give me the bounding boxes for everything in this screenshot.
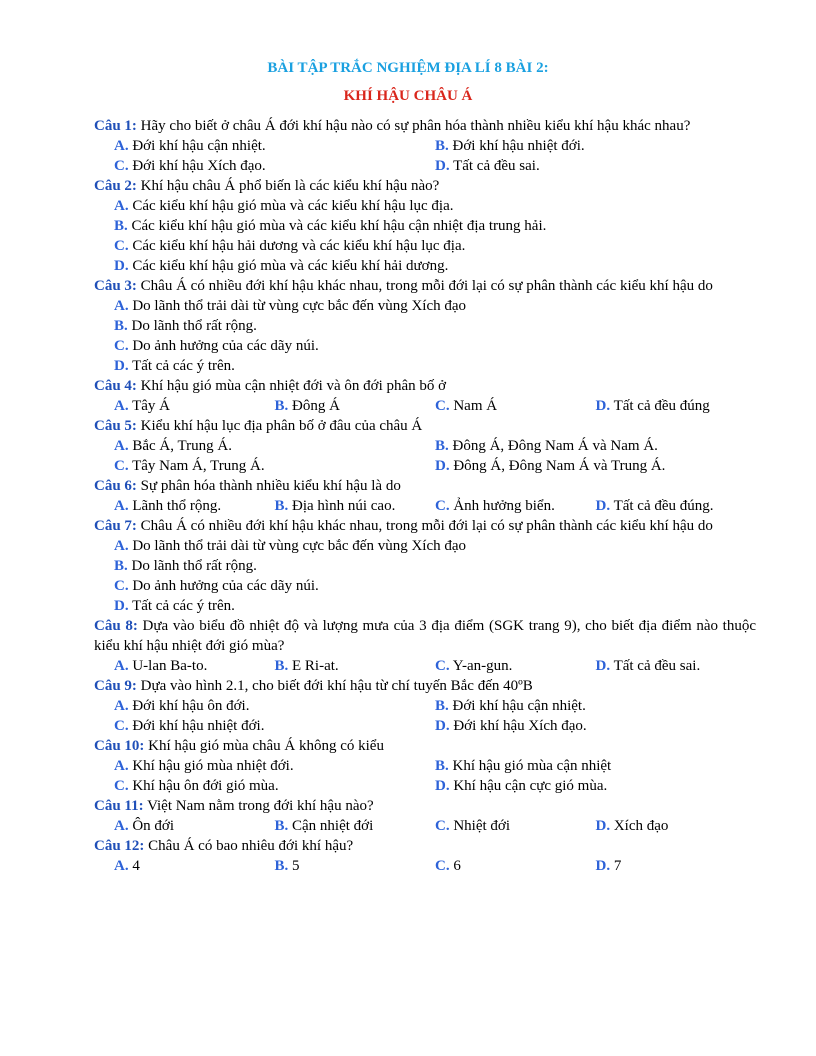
option-c: C. Tây Nam Á, Trung Á. [114,458,265,474]
question-2 [94,176,756,276]
question-text: Châu Á có nhiều đới khí hậu khác nhau, trong mỗi đới lại có sự phân thành các kiểu khí hậu do [136,518,713,534]
option-a: A. Khí hậu gió mùa nhiệt đới. [114,758,294,774]
option-b: B. 5 [274,858,300,874]
option-b: B. Do lãnh thổ rất rộng. [114,318,257,334]
question-label: Câu 3: [94,278,137,294]
option-b: B. Đới khí hậu nhiệt đới. [435,138,585,154]
option-c: C. Y-an-gun. [435,658,513,674]
question-text: Khí hậu gió mùa cận nhiệt đới và ôn đới phân bố ở [136,378,447,394]
options [114,296,756,376]
options [114,856,756,876]
question-label: Câu 6: [94,478,137,494]
option-a: A. Lãnh thổ rộng. [114,498,222,514]
question-text: Sự phân hóa thành nhiều kiểu khí hậu là do [136,478,401,494]
option-a: A. Đới khí hậu cận nhiệt. [114,138,266,154]
option-a: A. Do lãnh thổ trải dài từ vùng cực bắc đến vùng Xích đạo [114,298,467,314]
question-label: Câu 12: [94,838,145,854]
question-text: Châu Á có nhiều đới khí hậu khác nhau, trong mỗi đới lại có sự phân thành các kiểu khí hậu do [136,278,713,294]
option-c: C. Do ảnh hưởng của các dãy núi. [114,578,319,594]
option-c: C. Đới khí hậu nhiệt đới. [114,718,265,734]
options [114,756,756,796]
question-text: Dựa vào biểu đồ nhiệt độ và lượng mưa của 3 địa điểm (SGK trang 9), cho biết địa điểm nào thuộc kiểu khí hậu nhiệt đới gió mùa? [94,618,756,654]
option-d: D. Xích đạo [595,818,669,834]
question-text: Khí hậu châu Á phổ biến là các kiểu khí hậu nào? [136,178,440,194]
option-d: D. Khí hậu cận cực gió mùa. [435,778,608,794]
option-a: A. Do lãnh thổ trải dài từ vùng cực bắc đến vùng Xích đạo [114,538,467,554]
option-d: D. Tất cả đều đúng. [595,498,714,514]
option-b: B. Các kiểu khí hậu gió mùa và các kiểu khí hậu cận nhiệt địa trung hải. [114,218,547,234]
option-b: B. Cận nhiệt đới [274,818,374,834]
question-label: Câu 10: [94,738,145,754]
question-text: Khí hậu gió mùa châu Á không có kiểu [144,738,384,754]
option-b: B. Đông Á, Đông Nam Á và Nam Á. [435,438,658,454]
option-a: A. U-lan Ba-to. [114,658,208,674]
question-12 [94,836,756,876]
document-title: BÀI TẬP TRẮC NGHIỆM ĐỊA LÍ 8 BÀI 2: [267,60,549,76]
option-d: D. Tất cả đều đúng [595,398,710,414]
options [114,196,756,276]
question-label: Câu 1: [94,118,137,134]
question-text: Hãy cho biết ở châu Á đới khí hậu nào có sự phân hóa thành nhiều kiểu khí hậu khác nhau? [136,118,691,134]
option-b: B. Đới khí hậu cận nhiệt. [435,698,586,714]
option-b: B. Khí hậu gió mùa cận nhiệt [435,758,612,774]
options [114,696,756,736]
question-text: Kiểu khí hậu lục địa phân bố ở đâu của châu Á [136,418,423,434]
option-c: C. Nhiệt đới [435,818,511,834]
option-d: D. Tất cả các ý trên. [114,358,235,374]
options [114,136,756,176]
question-label: Câu 7: [94,518,137,534]
option-a: A. Tây Á [114,398,170,414]
option-c: C. Đới khí hậu Xích đạo. [114,158,266,174]
question-11 [94,796,756,836]
option-c: C. 6 [435,858,461,874]
option-c: C. Nam Á [435,398,498,414]
question-6 [94,476,756,516]
option-b: B. Đông Á [274,398,340,414]
option-d: D. Tất cả các ý trên. [114,598,235,614]
question-10 [94,736,756,796]
option-a: A. Đới khí hậu ôn đới. [114,698,250,714]
option-b: B. Địa hình núi cao. [274,498,396,514]
question-label: Câu 11: [94,798,144,814]
option-d: D. Các kiểu khí hậu gió mùa và các kiểu khí hải dương. [114,258,449,274]
question-7 [94,516,756,616]
options [114,436,756,476]
options [114,816,756,836]
question-4 [94,376,756,416]
option-d: D. Đông Á, Đông Nam Á và Trung Á. [435,458,666,474]
option-d: D. 7 [595,858,622,874]
question-text: Châu Á có bao nhiêu đới khí hậu? [144,838,354,854]
options [114,536,756,616]
option-c: C. Ảnh hưởng biển. [435,498,555,514]
question-3 [94,276,756,376]
option-b: B. E Ri-at. [274,658,339,674]
option-d: D. Đới khí hậu Xích đạo. [435,718,587,734]
option-a: A. Bắc Á, Trung Á. [114,438,232,454]
question-1 [94,116,756,176]
option-c: C. Do ảnh hưởng của các dãy núi. [114,338,319,354]
question-8 [94,616,756,676]
option-b: B. Do lãnh thổ rất rộng. [114,558,257,574]
question-label: Câu 5: [94,418,137,434]
option-d: D. Tất cả đều sai. [595,658,701,674]
option-c: C. Các kiểu khí hậu hải dương và các kiểu khí hậu lục địa. [114,238,466,254]
question-text: Dựa vào hình 2.1, cho biết đới khí hậu từ chí tuyến Bắc đến 40ºB [136,678,533,694]
option-c: C. Khí hậu ôn đới gió mùa. [114,778,279,794]
question-label: Câu 4: [94,378,137,394]
question-label: Câu 8: [94,618,138,634]
question-5 [94,416,756,476]
question-text: Việt Nam nằm trong đới khí hậu nào? [143,798,374,814]
question-list [94,116,756,876]
options [114,496,756,516]
options [114,656,756,676]
option-a: A. Các kiểu khí hậu gió mùa và các kiểu khí hậu lục địa. [114,198,454,214]
question-9 [94,676,756,736]
question-label: Câu 2: [94,178,137,194]
option-a: A. 4 [114,858,140,874]
question-label: Câu 9: [94,678,137,694]
options [114,396,756,416]
option-a: A. Ôn đới [114,818,175,834]
document-subtitle: KHÍ HẬU CHÂU Á [343,88,473,104]
option-d: D. Tất cả đều sai. [435,158,540,174]
